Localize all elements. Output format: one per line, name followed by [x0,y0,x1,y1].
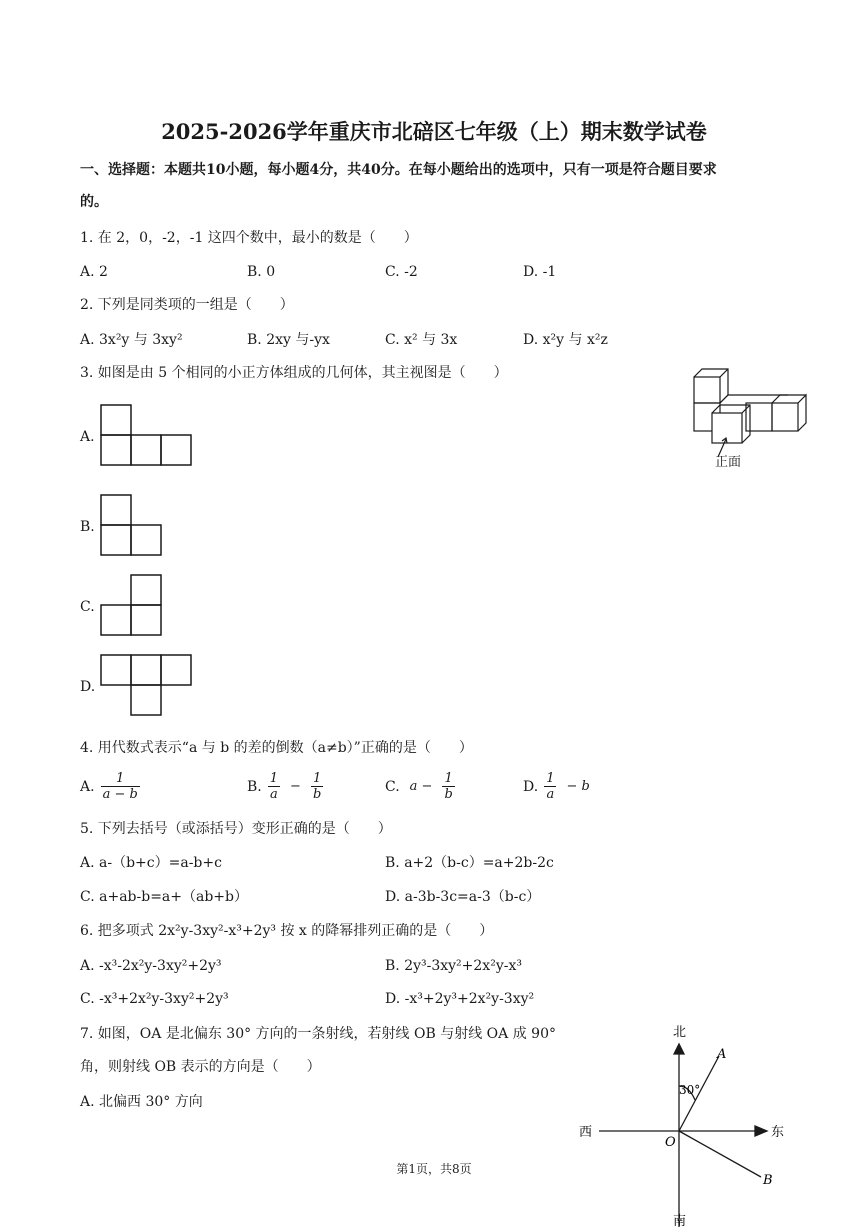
q5-stem: 5. 下列去括号（或添括号）变形正确的是（ ） [80,821,392,837]
q4-option-c [385,771,455,802]
q3-figure-label: 正面 [715,455,742,470]
q1-stem: 1. 在 2，0，-2，-1 这四个数中，最小的数是（ ） [80,230,418,246]
q4-option-d [523,771,594,802]
q1-option-d: D. -1 [523,264,557,280]
q4-option-d-suffix: − b [566,778,590,794]
fraction-numerator: 1 [269,771,279,786]
fraction-denominator: b [444,787,453,802]
section-heading-line1: 一、选择题：本题共10小题，每小题4分，共40分。在每小题给出的选项中，只有一项是符合题目要求 [80,162,717,178]
point-o-label: O [665,1135,676,1150]
q5-option-b: B. a+2（b-c）=a+2b-2c [385,855,554,871]
fraction-numerator: 1 [546,771,555,786]
q2-option-b: B. 2xy 与-yx [247,332,330,348]
q5-option-d: D. a-3b-3c=a-3（b-c） [385,889,541,905]
q3-option-a-figure [100,404,194,466]
fraction-denominator: a − b [102,787,138,802]
page-footer: 第1页，共8页 [396,1162,472,1176]
q6-option-b: B. 2y³-3xy²+2x²y-x³ [385,958,522,974]
point-a-label: A [717,1047,727,1062]
q7-stem-line2: 角，则射线 OB 表示的方向是（ ） [80,1059,321,1075]
q7-stem-line1: 7. 如图，OA 是北偏东 30° 方向的一条射线，若射线 OB 与射线 OA 成 90° [80,1026,556,1042]
compass-south-label: 南 [673,1214,687,1227]
compass-east-label: 东 [771,1125,785,1140]
section-heading-line2: 的。 [80,194,108,210]
q3-option-d-figure [100,654,194,716]
q3-option-b-label: B. [80,519,95,535]
q4-option-d-fraction [544,771,556,802]
fraction-numerator: 1 [312,771,322,786]
q1-option-c: C. -2 [385,264,418,280]
page-title: 2025-2026学年重庆市北碚区七年级（上）期末数学试卷 [161,119,707,144]
q4-option-d-label: D. [523,778,539,795]
q4-stem: 4. 用代数式表示“a 与 b 的差的倒数（a≠b）”正确的是（ ） [80,740,473,756]
q2-stem: 2. 下列是同类项的一组是（ ） [80,297,294,313]
fraction-denominator: b [312,787,322,802]
q4-option-b [247,771,323,802]
fraction-denominator: a [546,787,555,802]
q7-option-a: A. 北偏西 30° 方向 [80,1094,203,1110]
q3-option-c-figure [100,574,164,636]
q4-option-c-fraction [442,771,454,802]
q3-option-a-label: A. [80,429,95,445]
q6-stem: 6. 把多项式 2x²y-3xy²-x³+2y³ 按 x 的降幂排列正确的是（ ） [80,923,494,939]
point-b-label: B [763,1173,773,1188]
q4-option-a-label: A. [80,778,95,795]
q4-option-a [80,771,140,802]
compass-west-label: 西 [579,1125,593,1140]
compass-north-label: 北 [673,1025,687,1040]
q2-option-d: D. x²y 与 x²z [523,332,608,348]
q5-option-c: C. a+ab-b=a+（ab+b） [80,889,248,905]
minus-operator: − [290,778,301,794]
q6-option-a: A. -x³-2x²y-3xy²+2y³ [80,958,222,974]
q6-option-c: C. -x³+2x²y-3xy²+2y³ [80,991,229,1007]
q1-option-a: A. 2 [80,264,108,280]
q6-option-d: D. -x³+2y³+2x²y-3xy² [385,991,535,1007]
q2-option-c: C. x² 与 3x [385,332,458,348]
angle-label: 30° [679,1083,701,1097]
q3-option-b-figure [100,494,164,556]
q3-stem: 3. 如图是由 5 个相同的小正方体组成的几何体，其主视图是（ ） [80,365,508,381]
q4-option-b-fraction-2 [311,771,323,802]
q7-compass-figure [575,1020,795,1227]
q5-option-a: A. a-（b+c）=a-b+c [80,855,222,871]
q2-option-a: A. 3x²y 与 3xy² [80,332,183,348]
q4-option-b-label: B. [247,778,262,795]
fraction-numerator: 1 [116,771,125,786]
q4-option-c-prefix: a − [409,778,433,794]
q3-option-c-label: C. [80,599,95,615]
fraction-denominator: a [270,787,278,802]
q4-option-c-label: C. [385,778,400,795]
q4-option-a-fraction [101,771,140,802]
q3-solid-figure [688,365,818,475]
q4-option-b-fraction-1 [268,771,280,802]
q1-option-b: B. 0 [247,264,276,280]
q3-option-d-label: D. [80,679,96,695]
fraction-numerator: 1 [444,771,453,786]
